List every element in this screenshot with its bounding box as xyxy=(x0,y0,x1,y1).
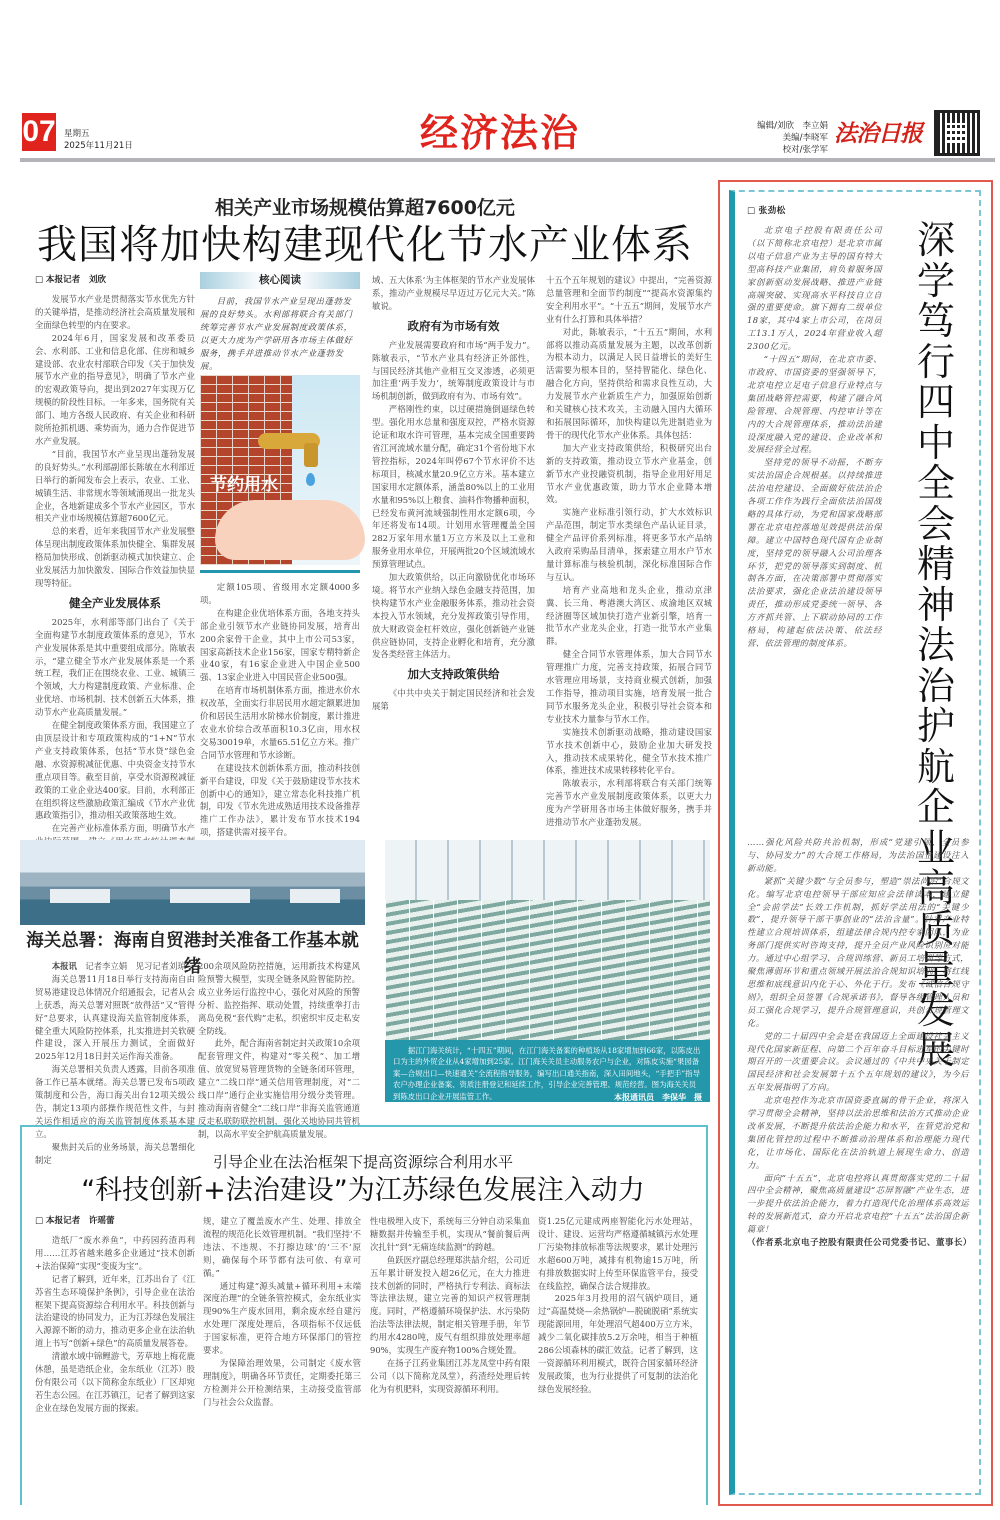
jiangsu-column-3 xyxy=(370,1215,530,1500)
paragraph: 加大政策供给，以正向激励优化市场环境。将节水产业纳入绿色金融支持范围，加快构建节水产业金融服务体系，推动社会资本投入节水领域，充分发挥政策引导作用，放大财政资金杠杆效应，强化创新链产业链供应链协同，支持企业孵化和培育，充分激发各类经营主体活力。 xyxy=(372,572,535,660)
lead-column-1 xyxy=(35,274,195,834)
paragraph: 十五个五年规划的建议》中提出，“完善资源总量管理和全面节约制度”“提高水资源集约安全利用水平”。“十五五”期间，发展节水产业有什么打算和具体举措？ xyxy=(546,275,712,324)
photo-credit: 本报通讯员 李保华 摄 xyxy=(614,1092,702,1102)
port-photo xyxy=(20,840,365,925)
greenhouse-photo xyxy=(385,840,710,1102)
paragraph: 造纸厂“废水养鱼”，中药园药渣再利用……江苏省越来越多企业通过“技术创新+法治保障”实现“变废为宝”。 xyxy=(35,1235,195,1271)
paragraph: 通过构建“源头减量+循环利用+末端深度治理”的全链条管控模式，金东纸业实现90%生产废水回用，剩余废水经自建污水处理厂深度处理后，各项指标不仅远低于国家标准，更符合地方环保部门的管控要求。 xyxy=(203,1280,361,1356)
subheading: 政府有为市场有效 xyxy=(407,318,500,333)
jiangsu-column-1 xyxy=(35,1215,195,1500)
paragraph: 对此，陈敏表示，“十五五”期间，水利部将以推动高质量发展为主题，以改革创新为根本动力，以满足人民日益增长的美好生活需要为根本目的，坚持智能化、绿色化、融合化方向，坚持供给和需求良性互动，大力发展节水产业新质生产力，加强原始创新和关键核心技术攻关，主动融入国内大循环和拓展国际循环，加快构建以先进制造业为骨干的现代化节水产业体系。具体包括： xyxy=(546,326,712,440)
paragraph: 记者了解到，近年来，江苏出台了《江苏省生态环境保护条例》，引导企业在法治框架下提高资源综合利用水平。科技创新与法治建设的协同发力，正为江苏绿色发展注入源源不断的动力，推动更多企业在法治轨道上书写“创新+绿色”的高质量发展答卷。 xyxy=(35,1273,195,1349)
credit-line: 美编/李晓军 xyxy=(782,133,828,143)
core-reading-text: 目前，我国节水产业呈现出蓬勃发展的良好势头。水利部将联合有关部门统筹完善节水产业发展制度政策体系，以更大力度为产学研用各市场主体做好服务，携手并进推动节水产业蓬勃发展。 xyxy=(200,296,353,371)
author-signature: （作者系北京电子控股有限责任公司党委书记、董事长） xyxy=(747,1238,972,1249)
ship xyxy=(170,889,250,903)
section-title: 经济法治 xyxy=(419,111,580,155)
paragraph: 总的来看，近年来我国节水产业发展整体呈现出制度政策体系加快健全、集群发展格局加快形成、创新驱动模式加快建立、企业发展活力加快激发、国际合作效益加快显现等特征。 xyxy=(35,526,195,588)
credit-line: 校对/张学军 xyxy=(782,145,828,155)
credit-line: 编辑/刘欣 李立娟 xyxy=(757,121,828,131)
paragraph: 发展节水产业是贯彻落实节水优先方针的关键举措，是推动经济社会高质量发展和全面绿色转型的内在要求。 xyxy=(35,294,195,330)
paragraph: 健全合同节水管理体系，加大合同节水管理推广力度，完善支持政策，拓展合同节水管理应用场景，支持商业模式创新，加强工作指导，推动项目实施，培育发展一批合同节水服务龙头企业，积极引导社会资本和专业技术力量参与节水工作。 xyxy=(546,649,712,724)
jiangsu-subtitle: 引导企业在法治框架下提高资源综合利用水平 xyxy=(212,1153,513,1171)
lead-column-4 xyxy=(546,274,712,828)
paragraph: 此外，配合海南省制定封关政策10余项配套管理文件，构建对“零关税”、加工增值、放宽贸易管理货物的全链条闭环管理，建立“二线口岸”通关信用管理制度，对“二线口岸”通行企业实施信用分级分类管理。推动海南省健全“二线口岸”非海关监管通道反走私联防联控机制，强化关地协同共管机制，以高水平安全护航高质量发展。 xyxy=(198,1038,360,1139)
illustration-label: 节约用水 xyxy=(210,475,278,495)
paragraph: 鱼跃医疗副总经理郑洪喆介绍，公司近五年累计研发投入超26亿元，在大力推进技术创新的同时，严格执行专利法、商标法等法律法规，建立完善的知识产权管理制度。同时，严格遵循环境保护法、水污染防治法等法律法规，制定相关管理手册，年节约用水4280吨，废气有组织排放处理率超90%，实现生产废弃物100%合规处置。 xyxy=(370,1254,530,1356)
paragraph: 性电极埋入皮下，系统每三分钟自动采集血糖数据并传输至手机，实现从“餐前餐后两次扎针”到“无痛连续监测”的跨越。 xyxy=(370,1216,530,1252)
core-reading-title: 核心阅读 xyxy=(200,272,360,289)
photo-caption xyxy=(385,1040,710,1102)
byline: □ 本报记者 刘欣 xyxy=(35,274,195,287)
divider xyxy=(200,570,360,573)
commentary-column-wide xyxy=(747,836,972,1486)
paragraph: 在培育市场机制体系方面，推进水价水权改革，全面实行非居民用水超定额累进加价和居民生活用水阶梯水价制度，累计推进农业水价综合改革面积10.3亿亩，用水权交易30019单，水量65.51亿立方米。推广合同节水管理和节水诊断。 xyxy=(200,685,360,760)
paragraph: 实施技术创新驱动战略，推动建设国家节水技术创新中心，鼓励企业加大研发投入，推动技术成果转化，健全节水技术推广体系，推进技术成果转移转化平台。 xyxy=(546,726,712,776)
jiangsu-column-2 xyxy=(203,1215,361,1500)
paragraph: “十四五”期间，在北京市委、市政府、市国资委的坚强领导下，北京电控立足电子信息行业特点与集团战略管控需要，构建了融合风险管理、合规管理、内控审计等在内的大合规管理体系，推动法治建设深度融入党的建设、企业改革和发展经营全过程。 xyxy=(747,354,882,455)
customs-headline: 海关总署：海南自贸港封关准备工作基本就绪 xyxy=(26,931,359,977)
ship xyxy=(50,889,110,903)
paragraph: 在完善产业标准体系方面，明确节水产 xyxy=(51,823,195,834)
paragraph: ……强化风险共防共治机制，形成“党建引领、全员参与、协同发力”的大合规工作格局，为法治国企建设注入新动能。 xyxy=(747,837,969,873)
date: 2025年11月21日 xyxy=(64,141,133,151)
faucet-spout xyxy=(304,443,318,467)
commentary-column-narrow xyxy=(747,205,882,833)
paragraph: 域、五大体系’为主体框架的节水产业发展体系，推动产业规模尽早迈过万亿元大关。”陈敏说。 xyxy=(372,275,535,311)
paragraph: 为保障治理效果，公司制定《废水管理制度》，明确各环节责任，定期委托第三方检测并公开检测结果，主动接受监管部门与社会公众监督。 xyxy=(203,1357,361,1407)
lead-subtitle: 相关产业市场规模估算超7600亿元 xyxy=(215,197,515,219)
paragraph: 2025年3月投用的沼气锅炉项目，通过“高温焚烧—余热锅炉—脱硫脱硝”系统实现能源回用，年处理沼气超400万立方米，减少二氧化碳排放5.2万余吨，相当于种植286公顷森林的碳汇效益。记者了解到，这一资源循环利用模式，既符合国家循环经济发展政策，也为行业提供了可复制的法治化绿色发展经验。 xyxy=(538,1293,698,1394)
lead-column-2 xyxy=(200,581,360,838)
weekday: 星期五 xyxy=(64,129,90,139)
qr-code-icon[interactable] xyxy=(934,110,980,156)
paragraph: 在健全制度政策体系方面，我国建立了由顶层设计和专项政策构成的“1+N”节水产业支持政策体系，包括“节水贷”绿色金融、水资源税减征优惠、中央资金支持节水重点项目等。截至目前，享受水资源税减征政策的工业企业达400家。目前，水利部正在组织将这些激励政策汇编成《节水产业优惠政策指引》，推动相关政策落地生效。 xyxy=(35,720,195,821)
paragraph: 坚持党的领导不动摇，不断夯实法治国企合规根基。以持续推进法治电控建设、全面做好依法治企各项工作作为践行全面依法治国战略的具体行动，为党和国家战略部署在北京电控落地见效提供法治保障。建立中国特色现代国有企业制度，坚持党的领导融入公司治理各环节，把党的领导落实到制度、机制各方面，在决策部署中贯彻落实法治要求，强化企业法治建设领导责任，推动形成党委统一领导、各方齐抓共管、上下联动协同的工作格局，构建起依法决策、依法经营、依法管理的制度体系。 xyxy=(747,457,882,648)
paragraph: 实施产业标准引领行动，扩大水效标识产品范围，制定节水类绿色产品认证目录，健全产品评价系列标准，将更多节水产品纳入政府采购品目清单，探索建立用水户节水量计算标准与核验机制，深化标准国际合作与互认。 xyxy=(546,507,712,582)
byline: □ 本报记者 许瑶蕾 xyxy=(35,1215,195,1228)
commentary-title: 深学笃行四中全会精神 法治护航企业高质量发展 xyxy=(916,218,994,1072)
water-saving-illustration xyxy=(200,375,360,565)
hand-illustration xyxy=(215,500,365,560)
core-reading-box xyxy=(200,272,360,373)
water-drop-icon xyxy=(306,473,315,486)
paragraph: 在扬子江药业集团江苏龙凤堂中药有限公司（以下简称龙凤堂），药渣经处理后转化为有机肥料，实现资源循环利用。 xyxy=(370,1357,530,1394)
paragraph: 在建设技术创新体系方面，推动科技创新平台建设，印发《关于鼓励建设节水技术创新中心的通知》，建立常态化科技推广机制，印发《节水先进成熟适用技术设备推荐推广工作办法》，累计发布节水技术194项，搭建供需对接平台。 xyxy=(200,762,360,838)
paragraph: 陈敏表示，水利部将联合有关部门统筹完善节水产业发展制度政策体系，以更大力度为产学研用各市场主体做好服务，携手并进推动节水产业蓬勃发展。 xyxy=(546,778,712,828)
customs-column-1 xyxy=(35,960,195,1165)
subheading: 健全产业发展体系 xyxy=(69,595,161,610)
paragraph: 资1.25亿元建成两座智能化污水处理站，设计、建设、运营均严格遵循城镇污水处理厂污染物排放标准等法规要求，累计处理污水超600万吨，减排有机物逾15万吨，所有排放数据实时上传至环保监管平台，接受在线监控，确保合法合规排放。 xyxy=(538,1216,698,1291)
paragraph: 面向“十五五”，北京电控将认真贯彻落实党的二十届四中全会精神，聚焦高质量建设“芯屏智融”产业生态，进一步提升依法治企能力，着力打造现代化治理体系高效运转的发展新范式，奋力开启北京电控“十五五”法治国企新篇章！ xyxy=(747,1172,969,1235)
paragraph: 聚焦封关后的业务场景，海关总署细化制定 xyxy=(35,1141,195,1165)
paragraph: 2025年，水利部等部门出台了《关于全面构建节水制度政策体系的意见》，节水产业发展体系是其中重要组成部分。陈敏表示，“建立健全节水产业发展体系是一个系统工程，我们正在围绕农业、工业、城镇三个领域，大力构建制度政策、产业标准、企业优培、市场机制、技术创新五大体系，推动节水产业高质量发展。” xyxy=(35,616,195,718)
byline: □ 张劲松 xyxy=(747,205,882,218)
masthead-logo: 法治日报 xyxy=(834,120,922,147)
header-divider xyxy=(20,158,995,162)
paragraph: 《中共中央关于制定国民经济和社会发展第 xyxy=(372,688,535,712)
jiangsu-column-4 xyxy=(538,1215,698,1500)
subheading: 加大支持政策供给 xyxy=(407,667,500,682)
editor-credits xyxy=(718,120,828,156)
paragraph: “目前，我国节水产业呈现出蓬勃发展的良好势头。”水利部副部长陈敏在水利部近日举行的新闻发布会上表示，农业、工业、城镇生活、非常规水等领域涌现出一批龙头企业，各地新建成多个节水产业园区，节水相关产业市场规模估算超7600亿元。 xyxy=(35,448,195,524)
lead-headline: 我国将加快构建现代化节水产业体系 xyxy=(37,222,693,268)
issue-date xyxy=(64,128,133,152)
greenhouse-roof xyxy=(385,840,710,900)
paragraph: 规，建立了覆盖废水产生、处理、排放全流程的规范化长效管理机制。“我们坚持‘不违法、不违规、不打擦边球’的‘三不’原则，确保每个环节都有法可依、有章可循。” xyxy=(203,1216,361,1278)
paragraph: 培育产业高地和龙头企业，推动京津冀、长三角、粤港澳大湾区、成渝地区双城经济圈等区域加快打造产业新引擎，培育一批节水产业龙头企业，打造一批节水产业集群。 xyxy=(546,584,712,647)
paragraph: 产业发展需要政府和市场“两手发力”。陈敏表示，“节水产业具有经济正外部性，与国民经济其他产业相互交叉渗透，必须更加注重‘两手发力’，统筹制度政策设计与市场机制创新，做到政府有为、市场有效”。 xyxy=(372,339,535,402)
paragraph: 海关总署相关负责人透露，目前各项准备工作已基本就绪。海关总署已发布5项政策制度和公告，海口海关出台12项关级公告，制定13项内部操作规范性文件，与封关运作相适应的海关监管制度体系基本建立。 xyxy=(35,1064,195,1139)
byline-label: 本报讯 xyxy=(51,961,77,971)
lead-column-3 xyxy=(372,274,535,822)
paragraph: 2024年6月，国家发展和改革委员会、水利部、工业和信息化部、住房和城乡建设部、农业农村部联合印发《关于加快发展节水产业的指导意见》，明确了节水产业的宏观政策导向，提出到2027年实现万亿规模的阶段性目标。一年多来，国务院有关部门、地方各级人民政府、有关企业和科研院所抢抓机遇、乘势而为，通力合作促进节水产业发展。 xyxy=(35,332,195,446)
paragraph: 200余项风险防控措施，运用新技术构建风险预警大模型，实现全链条风险智能防控。成立业务运行监控中心，强化对风险的预警分析、监控指挥、联动处置，持续重拳打击离岛免税“套代购”走私，织密织牢反走私安全防线。 xyxy=(198,961,360,1036)
page-number: 07 xyxy=(22,113,56,151)
byline: 记者李立娟 见习记者刘琼 xyxy=(85,961,186,971)
paragraph: 加大产业支持政策供给，积极研究出台新的支持政策，推动设立节水产业基金，创新节水产业投融资机制，指导企业用好用足节水产业优惠政策，助力节水企业降本增效。 xyxy=(546,442,712,505)
paragraph: 清澈水域中锦鲤游弋，芳草地上梅花鹿休憩，虽是造纸企业，金东纸业（江苏）股份有限公司（以下简称金东纸业）厂区却宛若生态公园。在江苏镇江，记者了解到这家企业在绿色发展方面的探索。 xyxy=(35,1351,195,1413)
jiangsu-headline: “科技创新+法治建设”为江苏绿色发展注入动力 xyxy=(81,1175,645,1206)
paragraph: 紧抓“关键少数”与全员参与，塑造“崇法尚治”合规文化。编写北京电控领导干部应知应会法律读本，建立健全“会前学法”长效工作机制，抓好学法用法的“关键少数”，提升领导干部干事创业的“法治含量”。针对产业特性建立合规培训体系，组建法律合规内控专家团队，为业务部门提供实时咨询支持，提升全员产业风险识别应对能力。通过中心组学习、合规训练营、新员工培训等方式，聚焦薄弱环节和重点领域开展法治合规知识培训，将红线思维和底线意识内化于心、外化于行。发布《诚信合规守则》，组织全员签署《合规承诺书》，督导各级管理人员和员工强化合规学习，提升合规管理意识，共创合规管理文化。 xyxy=(747,875,969,1028)
paragraph: 北京电控作为北京市国资委直属的骨干企业，将深入学习贯彻全会精神，坚持以法治思维和法治方式推动企业改革发展，不断提升依法治企能力和水平，在管党治党和集团化管控的过程中不断推动治理体系和治理能力现代化，让市场化、国际化在法治轨道上展现生命力、创造力。 xyxy=(747,1095,969,1170)
paragraph: 在构建企业优培体系方面，各地支持头部企业引领节水产业链协同发展，培育出200余家骨干企业，其中上市公司53家，国家高新技术企业156家，国家专精特新企业40家，有16家企业进入中国企业500强、13家企业进入中国民营企业500强。 xyxy=(200,607,360,683)
paragraph: 北京电子控股有限责任公司（以下简称北京电控）是北京市属以电子信息产业为主导的国有特大型高科技产业集团，肩负着服务国家创新驱动发展战略、推进产业链高端突破、实现高水平科技自立自强的重要使命。旗下拥有二级单位18家，其中4家上市公司，在岗员工13.1万人，2024年营业收入超2300亿元。 xyxy=(747,225,882,352)
paragraph: 海关总署11月18日举行支持海南自由贸易港建设总体情况介绍通报会，记者从会上获悉，海关总署对照既“放得活”又“管得好”总要求，认真建设海关监管制度体系，健全重大风险防控体系，扎实推进封关软硬件建设，深入开展压力测试，全面做好2025年12月18日封关运作海关准备。 xyxy=(35,973,195,1062)
paragraph: 党的二十届四中全会是在我国迈上全面建设社会主义现代化国家新征程、向第二个百年奋斗目标进军的关键时期召开的一次重要会议。会议通过的《中共中央关于制定国民经济和社会发展第十五个五年规划的建议》，为今后五年发展指明了方向。 xyxy=(747,1030,969,1093)
paragraph: 严格刚性约束，以过硬措施倒逼绿色转型。强化用水总量和强度双控，严格水资源论证和取水许可管理，基本完成全国重要跨省江河流域水量分配，确定31个省份地下水管控指标，2024年叫停67个节水评价不达标项目，核减水量20.9亿立方米。基本建立国家用水定额体系，涵盖80%以上的工业用水量和95%以上粮食、油料作物播种面积，已经发布黄河流域强制性用水定额6项，今年还将发布14项。计划用水管理覆盖全国282万家年用水量1万立方米及以上工业和服务业用水单位，开展两批20个区域流域水预算管理试点。 xyxy=(372,404,535,570)
paragraph: 定额105项、省级用水定额4000多项。 xyxy=(200,582,360,605)
ship xyxy=(290,889,340,903)
caption-text: 据江门海关统计，“十四五”期间，在江门海关备案的种植场从18家增加到66家，以陈皮出口为主的外贸企业从4家增加到25家。江门海关关员主动服务农户与企业，对陈皮实施“果园备案—合规出口—快速通关”全流程指导服务，编写出口通关指南，深入田间地头，“手把手”指导农户办理企业备案、资质注册登记和延续工作，引导企业完善管理、规范经营。图为海关关员到陈皮出口企业开展监管工作。 xyxy=(393,1046,701,1101)
customs-column-2 xyxy=(198,960,360,1139)
